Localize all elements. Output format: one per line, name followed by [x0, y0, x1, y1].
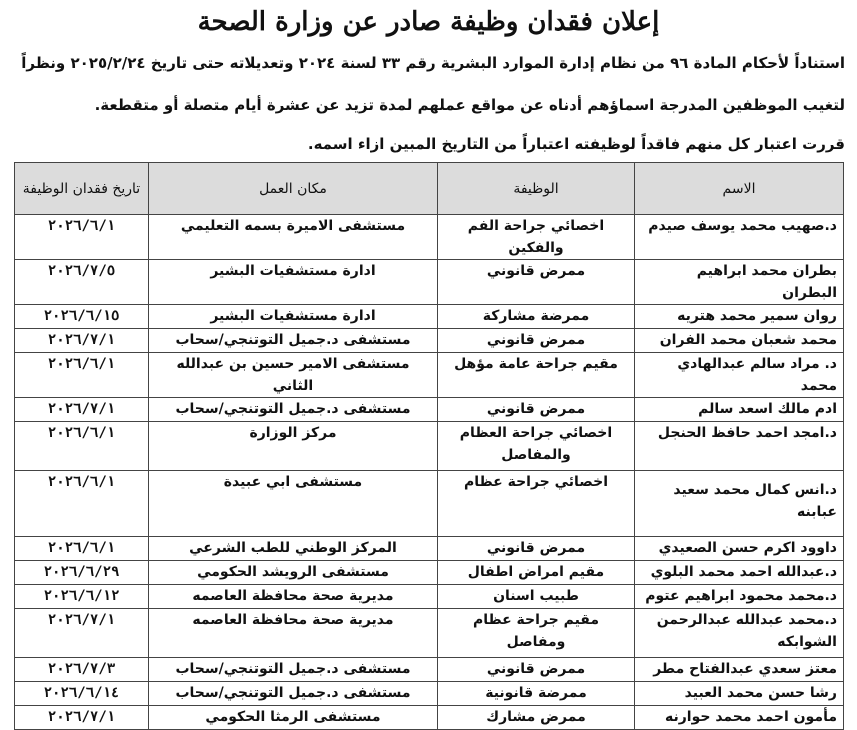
- cell-job: مقيم جراحة عظام ومفاصل: [438, 609, 635, 658]
- cell-place: مستشفى د.جميل التوتنجي/سحاب: [149, 658, 438, 682]
- cell-name: داوود اكرم حسن الصعيدي: [635, 537, 844, 561]
- cell-name: بطران محمد ابراهيم البطران: [635, 260, 844, 305]
- cell-job: ممرض قانوني: [438, 398, 635, 422]
- cell-name: مأمون احمد محمد حوارنه: [635, 706, 844, 730]
- table-row: [15, 305, 844, 329]
- cell-place: مديرية صحة محافظة العاصمه: [149, 585, 438, 609]
- cell-date: ٢٠٢٦/٦/٢٩: [15, 561, 149, 585]
- cell-place: مركز الوزارة: [149, 422, 438, 471]
- cell-date: ٢٠٢٦/٧/٥: [15, 260, 149, 305]
- cell-name: رشا حسن محمد العبيد: [635, 682, 844, 706]
- table-header-row: [15, 163, 844, 215]
- cell-name: د.امجد احمد حافظ الحنجل: [635, 422, 844, 471]
- header-place: مكان العمل: [149, 163, 438, 215]
- intro-line-3: قررت اعتبار كل منهم فاقداً لوظيفته اعتباراً من التاريخ المبين ازاء اسمه.: [307, 135, 845, 153]
- cell-name: د.محمد عبدالله عبدالرحمن الشوابكه: [635, 609, 844, 658]
- header-date: تاريخ فقدان الوظيفة: [15, 163, 149, 215]
- cell-place: مستشفى ابي عبيدة: [149, 471, 438, 537]
- cell-date: ٢٠٢٦/٦/١٥: [15, 305, 149, 329]
- cell-job: مقيم امراض اطفال: [438, 561, 635, 585]
- cell-place: ادارة مستشفيات البشير: [149, 305, 438, 329]
- cell-date: ٢٠٢٦/٦/١: [15, 471, 149, 537]
- cell-place: مستشفى د.جميل التوتنجي/سحاب: [149, 398, 438, 422]
- table-row: [15, 561, 844, 585]
- cell-name: د.صهيب محمد يوسف صيدم: [635, 215, 844, 260]
- cell-place: ادارة مستشفيات البشير: [149, 260, 438, 305]
- cell-job: ممرض قانوني: [438, 658, 635, 682]
- cell-job: اخصائي جراحة الفم والفكين: [438, 215, 635, 260]
- table-row: [15, 682, 844, 706]
- cell-job: ممرضة مشاركة: [438, 305, 635, 329]
- cell-place: مستشفى الرمثا الحكومي: [149, 706, 438, 730]
- cell-job: اخصائي جراحة عظام: [438, 471, 635, 537]
- table-row: [15, 585, 844, 609]
- cell-name: ادم مالك اسعد سالم: [635, 398, 844, 422]
- cell-place: مستشفى الرويشد الحكومي: [149, 561, 438, 585]
- cell-place: مستشفى الاميرة بسمه التعليمي: [149, 215, 438, 260]
- table-row: [15, 329, 844, 353]
- job-loss-table: [14, 162, 844, 730]
- cell-place: مديرية صحة محافظة العاصمه: [149, 609, 438, 658]
- cell-job: طبيب اسنان: [438, 585, 635, 609]
- cell-place: مستشفى د.جميل التوتنجي/سحاب: [149, 682, 438, 706]
- cell-name: د. مراد سالم عبدالهادي محمد: [635, 353, 844, 398]
- header-job: الوظيفة: [438, 163, 635, 215]
- cell-place: مستشفى د.جميل التوتنجي/سحاب: [149, 329, 438, 353]
- table-row: [15, 353, 844, 398]
- cell-date: ٢٠٢٦/٧/١: [15, 398, 149, 422]
- cell-date: ٢٠٢٦/٧/١: [15, 609, 149, 658]
- cell-date: ٢٠٢٦/٧/٣: [15, 658, 149, 682]
- cell-name: د.عبدالله احمد محمد البلوي: [635, 561, 844, 585]
- cell-date: ٢٠٢٦/٦/١٤: [15, 682, 149, 706]
- cell-date: ٢٠٢٦/٦/١: [15, 353, 149, 398]
- cell-job: مقيم جراحة عامة مؤهل: [438, 353, 635, 398]
- cell-job: ممرضة قانونية: [438, 682, 635, 706]
- page-title: إعلان فقدان وظيفة صادر عن وزارة الصحة: [197, 7, 660, 37]
- intro-line-2: لتغيب الموظفين المدرجة اسماؤهم أدناه عن مواقع عملهم لمدة تزيد عن عشرة أيام متصلة أو متقطعة.: [94, 96, 845, 114]
- cell-name: د.محمد محمود ابراهيم عتوم: [635, 585, 844, 609]
- cell-job: ممرض قانوني: [438, 329, 635, 353]
- cell-job: ممرض قانوني: [438, 260, 635, 305]
- cell-name: روان سمير محمد هتريه: [635, 305, 844, 329]
- table-row: [15, 658, 844, 682]
- cell-place: المركز الوطني للطب الشرعي: [149, 537, 438, 561]
- cell-date: ٢٠٢٦/٧/١: [15, 706, 149, 730]
- cell-date: ٢٠٢٦/٦/١٢: [15, 585, 149, 609]
- table-row: [15, 609, 844, 658]
- cell-job: ممرض مشارك: [438, 706, 635, 730]
- cell-job: ممرض قانوني: [438, 537, 635, 561]
- header-name: الاسم: [635, 163, 844, 215]
- cell-place: مستشفى الامير حسين بن عبدالله الثاني: [149, 353, 438, 398]
- table-row: [15, 398, 844, 422]
- cell-name: د.انس كمال محمد سعيد عبابنه: [635, 471, 844, 537]
- table-row: [15, 215, 844, 260]
- cell-job: اخصائي جراحة العظام والمفاصل: [438, 422, 635, 471]
- table-row: [15, 471, 844, 537]
- cell-date: ٢٠٢٦/٧/١: [15, 329, 149, 353]
- table-row: [15, 706, 844, 730]
- table-row: [15, 260, 844, 305]
- cell-date: ٢٠٢٦/٦/١: [15, 537, 149, 561]
- cell-date: ٢٠٢٦/٦/١: [15, 215, 149, 260]
- table-row: [15, 422, 844, 471]
- cell-date: ٢٠٢٦/٦/١: [15, 422, 149, 471]
- cell-name: معتز سعدي عبدالفتاح مطر: [635, 658, 844, 682]
- table-row: [15, 537, 844, 561]
- intro-line-1: استناداً لأحكام المادة ٩٦ من نظام إدارة الموارد البشرية رقم ٣٣ لسنة ٢٠٢٤ وتعديلاته حتى تاريخ ٢٠٢٥/٢/٢٤ ونظراً: [21, 54, 845, 72]
- cell-name: محمد شعبان محمد الفران: [635, 329, 844, 353]
